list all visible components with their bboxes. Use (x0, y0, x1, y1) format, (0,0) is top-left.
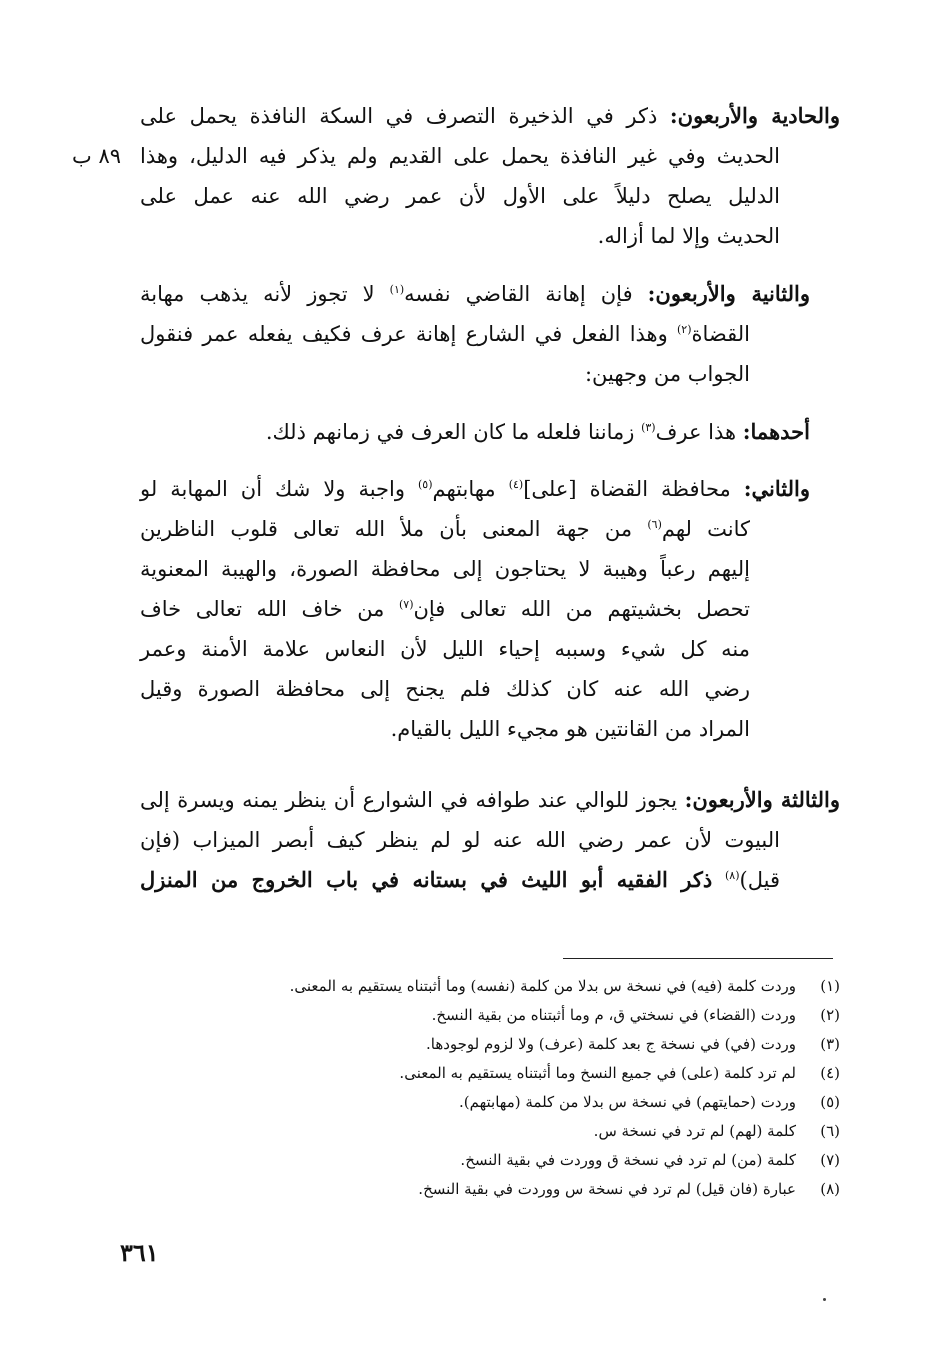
text-line (140, 780, 840, 820)
paragraph-41 (140, 96, 840, 256)
footnote (200, 1059, 840, 1088)
text-span: واجبة ولا شك أن المهابة لو (140, 477, 405, 501)
text-line: الدليل يصلح دليلاً على الأول لأن عمر رضي الله عنه عمل على (140, 184, 780, 208)
text-span: مهابتهم (432, 477, 496, 501)
footnote (200, 972, 840, 1001)
footnote-ref: (٧) (398, 598, 414, 611)
footnote-separator (563, 958, 833, 959)
paragraph-lead: والحادية والأربعون: (669, 103, 840, 128)
page-number: ٣٦١ (120, 1238, 159, 1267)
paragraph-42 (140, 274, 810, 394)
text-line (140, 274, 810, 314)
text-span: ذكر في الذخيرة التصرف في السكة النافذة يحمل على (140, 104, 658, 128)
footnote-number: (٢) (820, 1006, 840, 1024)
footnote-ref: (٤) (508, 478, 524, 491)
text-span: هذا عرف (655, 420, 737, 444)
paragraph-first-answer (140, 412, 810, 452)
text-line: الحديث وفي غير النافذة يحمل على القديم ولم يذكر فيه الدليل، وهذا (140, 144, 780, 168)
text-span: تحصل بخشيتهم من الله تعالى فإن (413, 597, 750, 621)
footnote-ref: (٥) (418, 478, 433, 491)
text-line: المراد من القانتين هو مجيء الليل بالقيام. (390, 717, 750, 741)
footnote-ref: (٣) (641, 421, 656, 434)
text-line (140, 96, 840, 136)
text-span: زماننا فلعله ما كان العرف في زمانهم ذلك. (265, 420, 635, 444)
footnote-ref: (٨) (725, 869, 740, 882)
footnote-number: (٦) (820, 1122, 840, 1140)
paragraph-lead: والثالثة والأربعون: (684, 787, 840, 812)
footnote-ref: (٢) (677, 323, 692, 336)
text-line (140, 589, 810, 629)
footnote-number: (٧) (820, 1151, 840, 1169)
text-span: قيل) (739, 868, 780, 892)
text-span: محافظة القضاة [على] (523, 477, 731, 501)
text-span: من جهة المعنى بأن ملأ الله تعالى قلوب الناظرين (140, 517, 633, 541)
text-line: رضي الله عنه كان كذلك فلم يجنح إلى محافظة الصورة وقيل (140, 677, 750, 701)
footnote-text: وردت (حمايتهم) في نسخة س بدلا من كلمة (مهابتهم). (459, 1093, 796, 1111)
footnotes (200, 972, 840, 1204)
footnote-ref: (١) (389, 283, 405, 296)
paragraph-lead: أحدهما: (742, 419, 810, 444)
footnote (200, 1001, 840, 1030)
footnote (200, 1175, 840, 1204)
footnote (200, 1088, 840, 1117)
main-text (140, 0, 840, 900)
paragraph-43 (140, 780, 840, 900)
text-line (140, 412, 810, 452)
paragraph-lead: والثاني: (743, 476, 810, 501)
footnote-text: وردت (القضاء) في نسختي ق، م وما أثبتناه من بقية النسخ. (431, 1006, 796, 1024)
text-span: يجوز للوالي عند طوافه في الشوارع أن ينظر يمنه ويسرة إلى (140, 788, 678, 812)
text-span: القضاة (691, 322, 750, 346)
text-line: الحديث وإلا لما أزاله. (597, 224, 780, 248)
paragraph-lead: والثانية والأربعون: (647, 281, 810, 306)
footnote-text: لم ترد كلمة (على) في جميع النسخ وما أثبتناه يستقيم به المعنى. (399, 1064, 796, 1082)
text-line: الجواب من وجهين: (584, 362, 750, 386)
text-line: إليهم رعباً وهيبة لا يحتاجون إلى محافظة الصورة، والهيبة المعنوية (140, 557, 750, 581)
text-line (140, 314, 810, 354)
footnote-number: (١) (820, 977, 840, 995)
footnote-number: (٤) (820, 1064, 840, 1082)
footnote (200, 1146, 840, 1175)
footnote (200, 1030, 840, 1059)
text-span: كانت لهم (661, 517, 750, 541)
text-line: منه كل شيء وسببه إحياء الليل لأن النعاس علامة الأمنة وعمر (140, 637, 750, 661)
footnote-text: عبارة (فان قيل) لم ترد في نسخة س ووردت في بقية النسخ. (418, 1180, 796, 1198)
text-line (140, 469, 810, 509)
footnote-number: (٣) (820, 1035, 840, 1053)
scan-speck (823, 1298, 826, 1301)
text-span: فإن إهانة القاضي نفسه (404, 282, 633, 306)
text-span: لا تجوز لأنه يذهب مهابة (140, 282, 375, 306)
text-line (140, 509, 810, 549)
footnote-text: كلمة (لهم) لم ترد في نسخة س. (593, 1122, 796, 1140)
footnote-text: وردت كلمة (فيه) في نسخة س بدلا من كلمة (نفسه) وما أثبتناه يستقيم به المعنى. (289, 977, 796, 995)
footnote-text: كلمة (من) لم ترد في نسخة ق ووردت في بقية النسخ. (460, 1151, 796, 1169)
text-line: البيوت لأن عمر رضي الله عنه لو لم ينظر كيف أبصر الميزاب (فإن (140, 828, 780, 852)
footnote-number: (٥) (820, 1093, 840, 1111)
paragraph-second-answer (140, 469, 810, 749)
footnote-number: (٨) (820, 1180, 840, 1198)
margin-folio-note: ٨٩ ب (72, 144, 122, 168)
text-line (140, 860, 840, 900)
footnote-ref: (٦) (647, 518, 662, 531)
footnote-text: وردت (في) في نسخة ج بعد كلمة (عرف) ولا لزوم لوجودها. (425, 1035, 796, 1053)
footnote (200, 1117, 840, 1146)
text-span: وهذا الفعل في الشارع إهانة عرف فكيف يفعله عمر فنقول (140, 322, 668, 346)
text-span: ذكر الفقيه أبو الليث في بستانه في باب الخروج من المنزل (140, 867, 713, 892)
text-span: من خاف الله تعالى خاف (140, 597, 385, 621)
